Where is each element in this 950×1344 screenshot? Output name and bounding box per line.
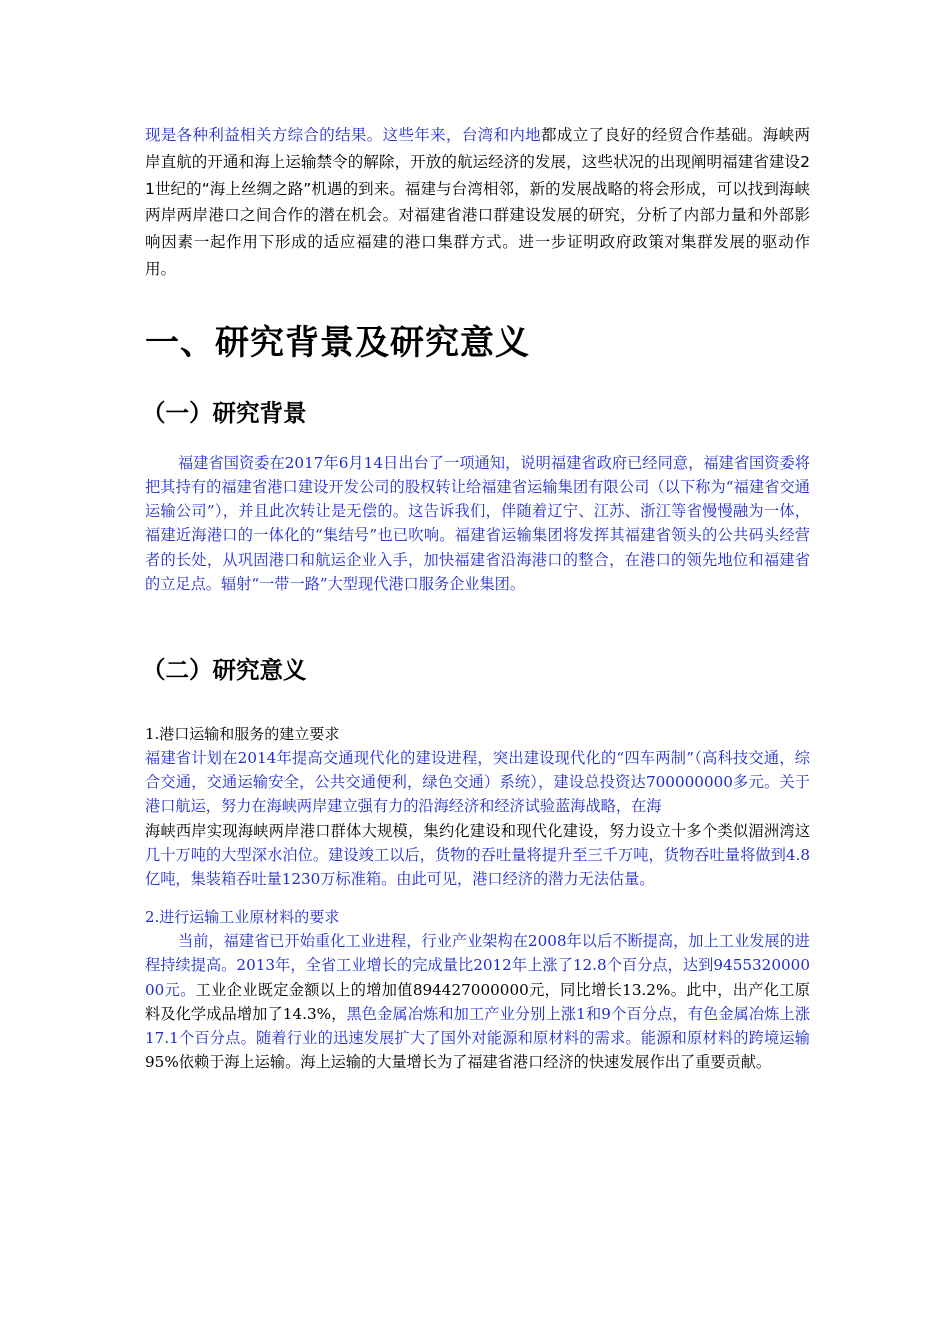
subheading-raw-materials-text: 2.进行运输工业原材料的要求 <box>145 908 340 927</box>
subheading-port-transport-text: 1.港口运输和服务的建立要求 <box>145 725 340 743</box>
port-transport-text-black: 海峡西岸实现海峡两岸港口群体大规模，集约化建设和现代化建设，努力设立十多个类似湄洲湾这 <box>145 821 810 840</box>
port-transport-paragraph-b <box>145 819 810 892</box>
chapter-heading: 一、研究背景及研究意义 <box>145 322 530 363</box>
raw-materials-text-blue-1: 当前，福建省已开始重化工业进程，行业产业架构在2008年以后不断提高，加上工业发展的进程持续提高。2013年，全省工业增长的完成量比2012年上涨了12.8个百分点，达到945532000000元。 <box>145 932 810 999</box>
intro-paragraph <box>145 122 810 283</box>
section-heading-background: （一）研究背景 <box>142 398 307 427</box>
background-paragraph: 福建省国资委在2017年6月14日出台了一项通知，说明福建省政府已经同意，福建省国资委将把其持有的福建省港口建设开发公司的股权转让给福建省运输集团有限公司（以下称为“福建省交通运输公司”），并且此次转让是无偿的。这告诉我们，伴随着辽宁、江苏、浙江等省慢慢融为一体，福建近海港口的一体化的“集结号”也已吹响。福建省运输集团将发挥其福建省领头的公共码头经营者的长处，从巩固港口和航运企业入手，加快福建省沿海港口的整合，在港口的领先地位和福建省的立足点。辐射“一带一路”大型现代港口服务企业集团。 <box>145 453 810 593</box>
subheading-raw-materials <box>145 905 810 929</box>
raw-materials-paragraph <box>145 929 810 1074</box>
raw-materials-text-black-3: 海上运输的大量增长为了福建省港口经济的快速发展作出了重要贡献。 <box>300 1053 772 1072</box>
section-heading-significance: （二）研究意义 <box>142 656 307 684</box>
raw-materials-text-black-2: 95%依赖于海上运输。 <box>145 1053 301 1072</box>
raw-materials-text-black-1: 工业企业既定金额以上的增加值894427000000元，同比增长13.2%。此中，出产化工原料及化学成品增加了14.3%， <box>145 980 810 1023</box>
intro-text-blue: 现是各种利益相关方综合的结果。这些年来，台湾和内地 <box>145 126 542 144</box>
document-body <box>142 122 811 1074</box>
intro-text-black: 都成立了良好的经贸合作基础。海峡两岸直航的开通和海上运输禁令的解除，开放的航运经济的发展，这些状况的出现阐明福建省建设21世纪的“海上丝绸之路”机遇的到来。福建与台湾相邻，新的发展战略的将会形成，可以找到海峡两岸两岸港口之间合作的潜在机会。对福建省港口群建设发展的研究，分析了内部力量和外部影响因素一起作用下形成的适应福建的港口集群方式。进一步证明政府政策对集群发展的驱动作用。 <box>145 126 810 278</box>
subheading-port-transport <box>145 722 810 746</box>
port-transport-text-blue: 几十万吨的大型深水泊位。建设竣工以后，货物的吞吐量将提升至三千万吨，货物吞吐量将做到4.8亿吨，集装箱吞吐量1230万标准箱。由此可见，港口经济的潜力无法估量。 <box>145 845 810 889</box>
raw-materials-text-blue-2: 黑色金属冶炼和加工产业分别上涨1和9个百分点，有色金属冶炼上涨17.1个百分点。随着行业的迅速发展扩大了国外对能源和原材料的需求。能源和原材料的跨境运输 <box>145 1004 811 1048</box>
port-transport-paragraph-a: 福建省计划在2014年提高交通现代化的建设进程，突出建设现代化的“四车两制”（高科技交通，综合交通，交通运输安全，公共交通便利，绿色交通）系统），建设总投资达700000000多元。关于港口航运，努力在海峡两岸建立强有力的沿海经济和经济试验蓝海战略，在海 <box>145 749 810 816</box>
